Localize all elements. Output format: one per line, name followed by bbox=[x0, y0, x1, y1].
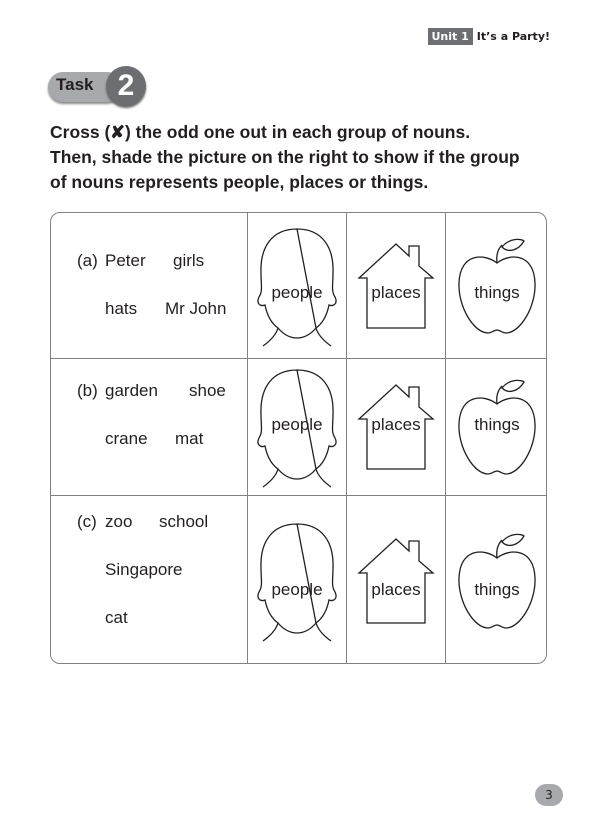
places-picture-a[interactable] bbox=[347, 213, 446, 359]
noun-word[interactable]: school bbox=[159, 512, 209, 531]
instructions bbox=[50, 120, 570, 195]
unit-label: Unit 1 bbox=[428, 28, 473, 45]
noun-group-c bbox=[51, 496, 248, 664]
noun-word[interactable]: Peter bbox=[105, 251, 146, 270]
instruction-line-1: Cross (✘) the odd one out in each group of nouns. bbox=[50, 122, 471, 142]
places-picture-c[interactable] bbox=[347, 496, 446, 664]
people-picture-a[interactable] bbox=[248, 213, 347, 359]
task-label: Task bbox=[56, 75, 94, 94]
noun-word[interactable]: Mr John bbox=[165, 299, 227, 318]
noun-group-a bbox=[51, 213, 248, 359]
noun-word[interactable]: girls bbox=[173, 251, 205, 270]
group-label: (a) bbox=[77, 251, 98, 270]
page-number: 3 bbox=[535, 784, 563, 806]
places-picture-b[interactable] bbox=[347, 359, 446, 496]
nouns-table bbox=[50, 212, 547, 664]
things-picture-a[interactable] bbox=[446, 213, 547, 359]
people-picture-b[interactable] bbox=[248, 359, 347, 496]
instruction-line-3: of nouns represents people, places or things. bbox=[50, 172, 429, 192]
noun-word[interactable]: Singapore bbox=[105, 560, 183, 579]
things-picture-b[interactable] bbox=[446, 359, 547, 496]
things-picture-c[interactable] bbox=[446, 496, 547, 664]
places-label: places bbox=[371, 283, 421, 302]
noun-word[interactable]: mat bbox=[175, 429, 204, 448]
group-label: (c) bbox=[77, 512, 97, 531]
things-label: things bbox=[474, 283, 520, 302]
things-label: things bbox=[474, 580, 520, 599]
people-picture-c[interactable] bbox=[248, 496, 347, 664]
instruction-line-2: Then, shade the picture on the right to show if the group bbox=[50, 147, 520, 167]
people-label: people bbox=[271, 415, 323, 434]
noun-word[interactable]: hats bbox=[105, 299, 138, 318]
noun-word[interactable]: cat bbox=[105, 608, 128, 627]
unit-tag bbox=[428, 28, 551, 45]
noun-word[interactable]: garden bbox=[105, 381, 158, 400]
task-badge bbox=[48, 66, 148, 106]
group-label: (b) bbox=[77, 381, 98, 400]
people-label: people bbox=[271, 283, 323, 302]
unit-title: It’s a Party! bbox=[476, 30, 550, 43]
things-label: things bbox=[474, 415, 520, 434]
places-label: places bbox=[371, 415, 421, 434]
noun-word[interactable]: zoo bbox=[105, 512, 133, 531]
task-number: 2 bbox=[106, 66, 146, 106]
people-label: people bbox=[271, 580, 323, 599]
noun-word[interactable]: shoe bbox=[189, 381, 226, 400]
noun-group-b bbox=[51, 359, 248, 496]
noun-word[interactable]: crane bbox=[105, 429, 148, 448]
places-label: places bbox=[371, 580, 421, 599]
